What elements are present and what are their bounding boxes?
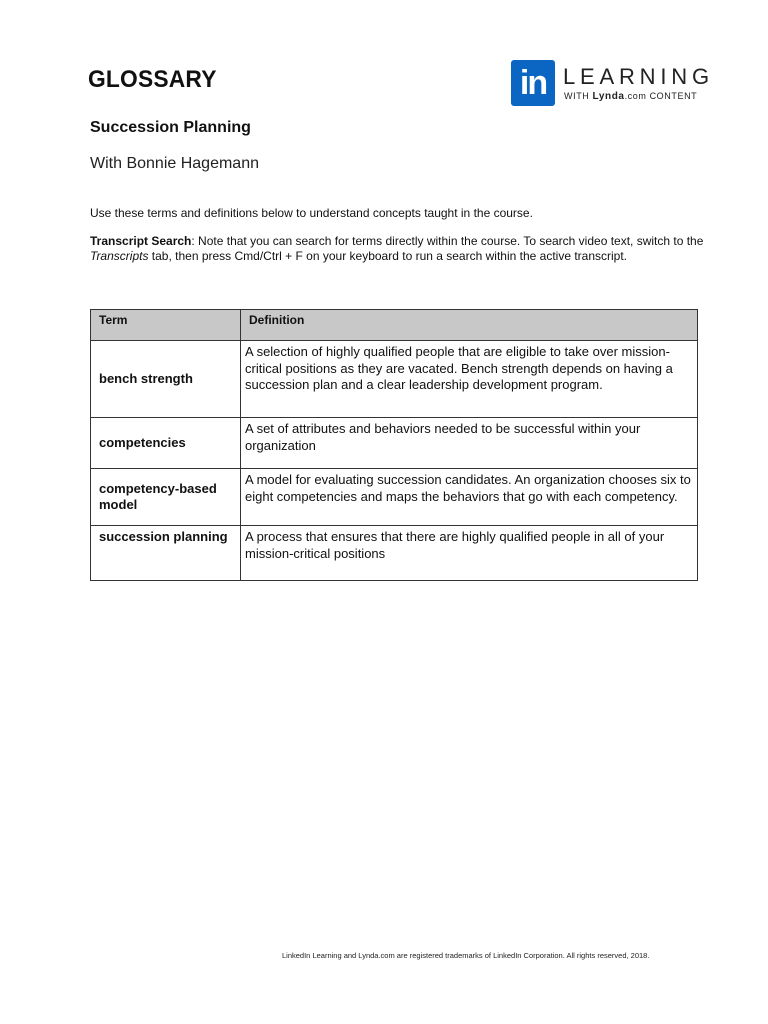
note-text-1: : Note that you can search for terms directly within the course. To search video text, switch to the	[191, 234, 704, 248]
transcript-search-note	[90, 234, 715, 264]
term-cell: bench strength	[91, 341, 241, 418]
definition-cell: A set of attributes and behaviors needed to be successful within your organization	[241, 418, 698, 469]
definition-cell: A selection of highly qualified people that are eligible to take over mission-critical positions as they are vacated. Bench strength depends on having a succession plan and a clear leadership development program.	[241, 341, 698, 418]
logo-sub-prefix: WITH	[564, 91, 593, 101]
note-tab-name: Transcripts	[90, 249, 149, 263]
term-column-header: Term	[91, 310, 241, 341]
logo-sub-suffix: .com CONTENT	[624, 91, 698, 101]
table-row	[91, 418, 698, 469]
table-row	[91, 341, 698, 418]
page-heading: GLOSSARY	[88, 66, 217, 93]
intro-text: Use these terms and definitions below to understand concepts taught in the course.	[90, 206, 533, 220]
linkedin-in-icon: in	[511, 60, 555, 106]
term-cell: competency-based model	[91, 469, 241, 526]
term-cell: competencies	[91, 418, 241, 469]
note-label: Transcript Search	[90, 234, 192, 248]
instructor-name: With Bonnie Hagemann	[90, 155, 259, 172]
footer-copyright: LinkedIn Learning and Lynda.com are registered trademarks of LinkedIn Corporation. All rights reserved, 2018.	[282, 951, 650, 960]
table-row	[91, 469, 698, 526]
course-title: Succession Planning	[90, 119, 251, 136]
table-row	[91, 526, 698, 581]
definition-cell: A model for evaluating succession candidates. An organization chooses six to eight competencies and maps the behaviors that go with each competency.	[241, 469, 698, 526]
term-cell: succession planning	[91, 526, 241, 581]
note-text-2: tab, then press Cmd/Ctrl + F on your keyboard to run a search within the active transcript.	[148, 249, 628, 263]
logo-sub-brand: Lynda	[592, 91, 625, 102]
logo-wordmark: LEARNING	[563, 64, 714, 89]
definition-cell: A process that ensures that there are highly qualified people in all of your mission-critical positions	[241, 526, 698, 581]
glossary-table	[90, 309, 698, 581]
definition-column-header: Definition	[241, 310, 698, 341]
table-header-row	[91, 310, 698, 341]
logo-subtitle	[564, 91, 697, 102]
